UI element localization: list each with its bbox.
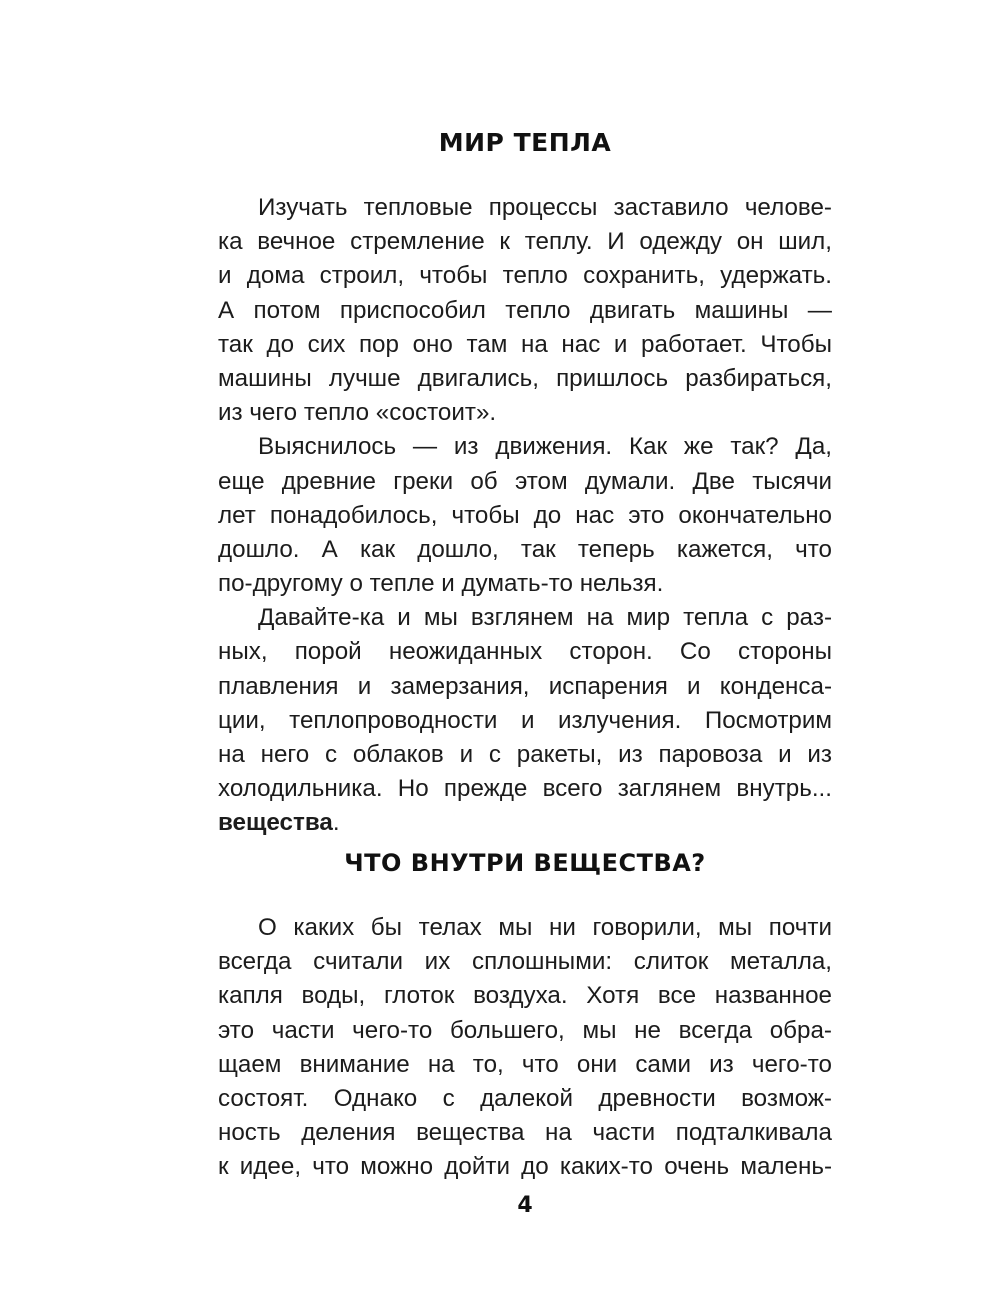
text-line: по-другому о тепле и думать-то нельзя. <box>218 570 664 598</box>
text-line: еще древние греки об этом думали. Две тысячи <box>218 467 832 495</box>
text-line: на него с облаков и с ракеты, из паровоза и из <box>218 741 832 768</box>
text-line: Выяснилось — из движения. Как же так? Да, <box>258 433 832 461</box>
text-line: О каких бы телах мы ни говорили, мы почти <box>258 914 832 941</box>
text-line: лет понадобилось, чтобы до нас это окончательно <box>218 501 832 529</box>
text-line: капля воды, глоток воздуха. Хотя все названное <box>218 982 832 1010</box>
text-line: ка вечное стремление к теплу. И одежду он шил, <box>218 228 832 256</box>
text-line: Изучать тепловые процессы заставило челове- <box>258 194 832 221</box>
section-title-inside-substance: ЧТО ВНУТРИ ВЕЩЕСТВА? <box>344 849 706 877</box>
section-body-inside-substance <box>218 911 832 1185</box>
text-line: из чего тепло «состоит». <box>218 399 497 427</box>
section-title-world-of-heat: МИР ТЕПЛА <box>438 128 612 157</box>
final-punctuation: . <box>332 809 340 837</box>
text-line: это части чего-то большего, мы не всегда обра- <box>218 1016 832 1044</box>
text-line: А потом приспособил тепло двигать машины — <box>218 296 832 324</box>
book-page <box>218 0 832 1300</box>
text-line: дошло. А как дошло, так теперь кажется, что <box>218 535 832 563</box>
bold-term-substance: вещества <box>218 809 333 837</box>
text-line: ции, теплопроводности и излучения. Посмотрим <box>218 706 832 734</box>
text-line: холодильника. Но прежде всего заглянем внутрь... <box>218 775 832 803</box>
text-line: щаем внимание на то, что они сами из чего-то <box>218 1050 832 1078</box>
text-line: ность деления вещества на части подталкивала <box>218 1119 832 1147</box>
text-line: Давайте-ка и мы взглянем на мир тепла с раз- <box>258 604 832 632</box>
text-line: так до сих пор оно там на нас и работает. Чтобы <box>218 330 832 358</box>
section-body-world-of-heat <box>218 191 832 841</box>
text-line: и дома строил, чтобы тепло сохранить, удержать. <box>218 262 832 290</box>
text-line: плавления и замерзания, испарения и конденса- <box>218 672 832 700</box>
text-line: ных, порой неожиданных сторон. Со стороны <box>218 638 832 666</box>
text-line: состоят. Однако с далекой древности возмож- <box>218 1084 832 1112</box>
text-line-final <box>218 806 832 840</box>
text-line: всегда считали их сплошными: слиток металла, <box>218 948 832 976</box>
text-line: к идее, что можно дойти до каких-то очень малень- <box>218 1153 832 1181</box>
text-line: машины лучше двигались, пришлось разбираться, <box>218 364 832 392</box>
page-number: 4 <box>517 1193 533 1218</box>
